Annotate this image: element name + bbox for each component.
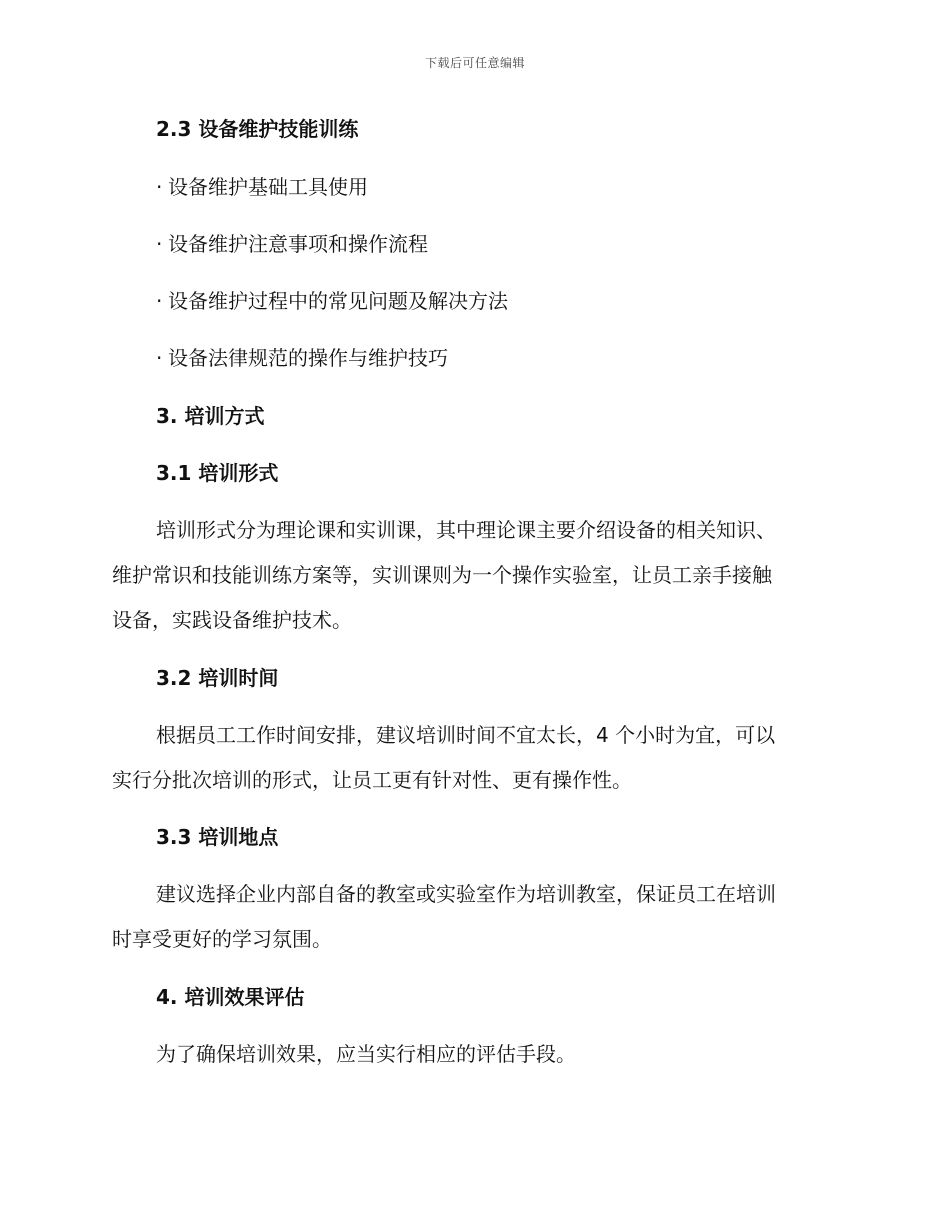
section-3-1-heading: 3.1 培训形式 xyxy=(156,461,279,485)
bullet-mark: · xyxy=(156,175,163,199)
bullet-item xyxy=(156,232,428,256)
bullet-item xyxy=(156,346,448,370)
bullet-mark: · xyxy=(156,232,163,256)
bullet-item xyxy=(156,175,368,199)
bullet-mark: · xyxy=(156,289,163,313)
bullet-item xyxy=(156,289,508,313)
paragraph-line: 建议选择企业内部自备的教室或实验室作为培训教室，保证员工在培训 xyxy=(156,882,776,906)
paragraph-line: 培训形式分为理论课和实训课，其中理论课主要介绍设备的相关知识、 xyxy=(156,518,776,542)
bullet-text: 设备法律规范的操作与维护技巧 xyxy=(168,346,448,370)
paragraph-line: 根据员工工作时间安排，建议培训时间不宜太长，4 个小时为宜，可以 xyxy=(156,723,776,747)
section-4-heading: 4. 培训效果评估 xyxy=(156,985,305,1009)
paragraph-line: 为了确保培训效果，应当实行相应的评估手段。 xyxy=(156,1042,576,1066)
bullet-text: 设备维护基础工具使用 xyxy=(168,175,368,199)
section-3-2-heading: 3.2 培训时间 xyxy=(156,666,279,690)
section-3-3-heading: 3.3 培训地点 xyxy=(156,825,279,849)
page-header: 下载后可任意编辑 xyxy=(424,56,525,70)
bullet-text: 设备维护过程中的常见问题及解决方法 xyxy=(168,289,508,313)
paragraph-line: 设备，实践设备维护技术。 xyxy=(112,608,352,632)
paragraph-line: 时享受更好的学习氛围。 xyxy=(112,927,332,951)
section-3-heading: 3. 培训方式 xyxy=(156,404,265,428)
bullet-mark: · xyxy=(156,346,163,370)
paragraph-line: 实行分批次培训的形式，让员工更有针对性、更有操作性。 xyxy=(112,768,632,792)
section-2-3-heading: 2.3 设备维护技能训练 xyxy=(156,117,359,141)
paragraph-line: 维护常识和技能训练方案等，实训课则为一个操作实验室，让员工亲手接触 xyxy=(112,563,772,587)
bullet-text: 设备维护注意事项和操作流程 xyxy=(168,232,428,256)
